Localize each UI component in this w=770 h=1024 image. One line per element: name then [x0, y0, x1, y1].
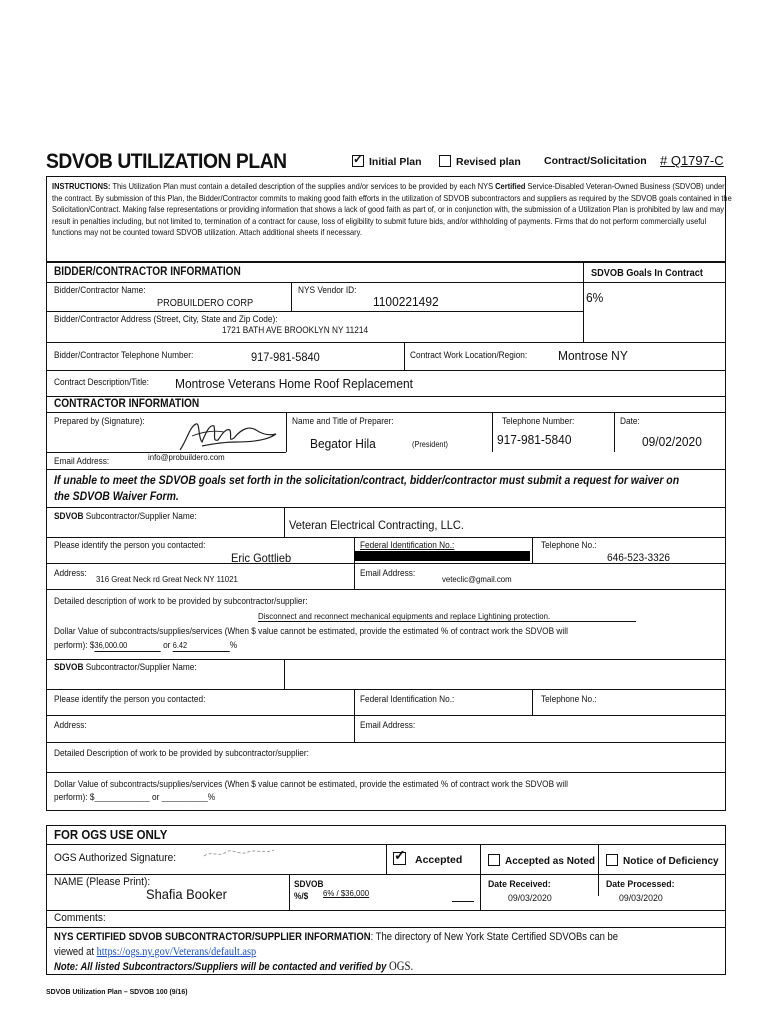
initial-plan-option[interactable]: [352, 152, 422, 168]
contract-number[interactable]: # Q1797-C: [660, 153, 724, 168]
sub1-percent-sign: %: [229, 640, 238, 650]
ogs-sdvob-label: SDVOB: [294, 879, 324, 889]
sub2-fed-id-label: Federal Identification No.:: [360, 694, 455, 704]
ogs-signature[interactable]: [200, 844, 280, 864]
date-received-value[interactable]: 09/03/2020: [508, 893, 552, 904]
sub2-address-label: Address:: [54, 720, 87, 730]
ogs-accepted-checkbox[interactable]: [393, 847, 406, 865]
sub1-contact-label: Please identify the person you contacted:: [54, 540, 206, 550]
date-processed-label: Date Processed:: [606, 879, 675, 890]
sub1-name-value[interactable]: Veteran Electrical Contracting, LLC.: [289, 518, 464, 532]
nys-url-link[interactable]: https://ogs.ny.gov/Veterans/default.asp: [96, 944, 257, 958]
sub1-fed-id-redacted: [354, 551, 530, 561]
ogs-name-label: NAME (Please Print):: [54, 876, 151, 888]
initial-plan-label: Initial Plan: [369, 156, 422, 168]
sub2-email-label: Email Address:: [360, 720, 416, 730]
ogs-deficiency-option[interactable]: [606, 854, 719, 867]
contractor-section-title: CONTRACTOR INFORMATION: [54, 398, 200, 410]
description-value[interactable]: Montrose Veterans Home Roof Replacement: [175, 376, 413, 391]
ogs-accepted-noted-checkbox[interactable]: [488, 854, 500, 866]
preparer-title[interactable]: (President): [412, 440, 448, 449]
sub1-name-label-bold: SDVOB: [54, 511, 84, 521]
form-title: SDVOB UTILIZATION PLAN: [46, 150, 287, 173]
sub1-dollar-label: Dollar Value of subcontracts/supplies/services (When $ value cannot be estimated, provide the estimated % of contract work the SDVOB will: [54, 626, 568, 636]
sub1-dollar-value[interactable]: 36,000.00: [95, 640, 161, 652]
date-value[interactable]: 09/02/2020: [642, 434, 702, 449]
bidder-phone-value[interactable]: 917-981-5840: [251, 350, 320, 364]
ogs-accepted-noted-option[interactable]: [488, 854, 595, 867]
sub1-or-label: or: [163, 640, 171, 650]
nys-viewed-at: viewed at: [54, 946, 94, 958]
contractor-phone-value[interactable]: 917-981-5840: [497, 432, 572, 447]
sub1-email-value[interactable]: veteclic@gmail.com: [442, 574, 512, 584]
email-label: Email Address:: [54, 456, 110, 466]
revised-plan-option[interactable]: [439, 155, 521, 168]
sub2-dollar-label: Dollar Value of subcontracts/supplies/services (When $ value cannot be estimated, provide the estimated % of contract work the SDVOB will: [54, 779, 568, 789]
checkmark-icon: ✓: [353, 152, 364, 166]
instructions-certified: Certified: [495, 181, 526, 191]
date-label: Date:: [620, 416, 640, 426]
ogs-section-title: FOR OGS USE ONLY: [54, 827, 168, 842]
sub2-contact-label: Please identify the person you contacted:: [54, 694, 206, 704]
bidder-address-value[interactable]: 1721 BATH AVE BROOKLYN NY 11214: [222, 325, 369, 335]
instructions-lead: INSTRUCTIONS:: [52, 181, 111, 191]
bidder-section-title: BIDDER/CONTRACTOR INFORMATION: [54, 266, 241, 278]
sub2-name-label: Subcontractor/Supplier Name:: [85, 662, 197, 672]
ogs-sdvob-value[interactable]: 6% / $36,000: [323, 888, 370, 898]
date-processed-value[interactable]: 09/03/2020: [619, 893, 663, 904]
nys-text: : The directory of New York State Certified SDVOBs can be: [370, 931, 619, 943]
instructions-text: [52, 181, 736, 239]
ogs-sdvob-unit: %/$: [294, 891, 309, 901]
sub1-email-label: Email Address:: [360, 568, 416, 578]
ogs-signature-label: OGS Authorized Signature:: [54, 852, 177, 864]
sub1-phone-label: Telephone No.:: [541, 540, 597, 550]
ogs-deficiency-checkbox[interactable]: [606, 854, 618, 866]
instructions-text-1: This Utilization Plan must contain a detailed description of the supplies and/or services to be provided by each NYS: [112, 181, 494, 191]
description-label: Contract Description/Title:: [54, 377, 149, 387]
ogs-accepted-label: Accepted: [415, 854, 463, 866]
nys-note: Note: All listed Subcontractors/Suppliers will be contacted and verified by: [54, 961, 387, 973]
revised-plan-checkbox[interactable]: [439, 155, 451, 167]
preparer-name[interactable]: Begator Hila: [310, 436, 376, 451]
nys-info: [54, 930, 725, 974]
location-label: Contract Work Location/Region:: [410, 350, 528, 360]
bidder-phone-label: Bidder/Contractor Telephone Number:: [54, 350, 194, 360]
sub2-name-label-bold: SDVOB: [54, 662, 84, 672]
ogs-name-value[interactable]: Shafia Booker: [146, 886, 227, 902]
ogs-accepted-noted-label: Accepted as Noted: [505, 856, 596, 867]
sub1-dollar-sign: $: [89, 640, 95, 650]
sub1-work-value[interactable]: Disconnect and reconnect mechanical equipments and replace Lightining protection.: [258, 611, 551, 621]
prepared-by-label: Prepared by (Signature):: [54, 416, 145, 426]
goals-title: SDVOB Goals In Contract: [591, 268, 703, 279]
bidder-address-label: Bidder/Contractor Address (Street, City, State and Zip Code):: [54, 314, 278, 324]
sub1-perform-label: perform):: [54, 640, 88, 650]
initial-plan-checkbox[interactable]: [352, 152, 364, 167]
email-value[interactable]: info@probuildero.com: [148, 452, 225, 462]
sub2-work-label: Detailed Description of work to be provided by subcontractor/supplier:: [54, 748, 309, 758]
nys-heading: NYS CERTIFIED SDVOB SUBCONTRACTOR/SUPPLIER INFORMATION: [54, 931, 371, 943]
location-value[interactable]: Montrose NY: [558, 348, 628, 363]
sub1-phone-value[interactable]: 646-523-3326: [607, 552, 671, 564]
sub1-name-label: Subcontractor/Supplier Name:: [85, 511, 197, 521]
sub1-percent-value[interactable]: 6.42: [173, 640, 230, 652]
preparer-label: Name and Title of Preparer:: [292, 416, 394, 426]
nys-note-end: OGS.: [389, 959, 414, 973]
sub1-work-label: Detailed description of work to be provided by subcontractor/supplier:: [54, 596, 308, 606]
ogs-deficiency-label: Notice of Deficiency: [623, 856, 719, 867]
bidder-name-value[interactable]: PROBUILDERO CORP: [157, 298, 254, 309]
sub1-perform-row: [54, 640, 237, 652]
vendor-id-value[interactable]: 1100221492: [373, 294, 439, 309]
sub1-address-value[interactable]: 316 Great Neck rd Great Neck NY 11021: [96, 574, 238, 584]
sub1-address-label: Address:: [54, 568, 87, 578]
ogs-comments-label: Comments:: [54, 912, 106, 924]
bidder-name-label: Bidder/Contractor Name:: [54, 285, 146, 295]
preparer-signature[interactable]: [172, 412, 284, 456]
goal-value[interactable]: 6%: [586, 290, 604, 305]
sub2-phone-label: Telephone No.:: [541, 694, 597, 704]
sub1-fed-id-label: Federal Identification No.:: [360, 540, 455, 550]
sub1-contact-value[interactable]: Eric Gottlieb: [231, 551, 292, 565]
waiver-notice: If unable to meet the SDVOB goals set forth in the solicitation/contract, bidder/contractor must submit a request for waiver on the SDVOB Waiver Form.: [54, 475, 680, 503]
date-received-label: Date Received:: [488, 879, 551, 890]
ogs-accepted-option[interactable]: [393, 847, 463, 866]
contract-label: Contract/Solicitation: [544, 155, 647, 167]
vendor-id-label: NYS Vendor ID:: [298, 285, 357, 295]
contractor-phone-label: Telephone Number:: [502, 416, 575, 426]
sub2-perform-line[interactable]: perform): $____________ or __________%: [54, 792, 216, 802]
instructions-text-2: Service-Disabled Veteran-Owned Business (SDVOB) under the contract. By submission of this Plan, the Bidder/Contractor commits to making good faith efforts in the utilization of SDVOB subcontractors and suppliers as required by the SDVOB goals contained in the Solicitation/Contract. Making false representations or providing information that shows a lack of good faith as part of, or in conjunction with, the submission of a Utilization Plan is prohibited by law and may result in penalties including, but not limited to, termination of a contract for cause, loss of eligibility to submit future bids, and/or withholding of payments. Firms that do not perform commercially useful functions may not be counted toward SDVOB utilization. Attach additional sheets if necessary.: [52, 181, 732, 238]
footer-form-id: SDVOB Utilization Plan – SDVOB 100 (9/16): [46, 987, 188, 996]
revised-plan-label: Revised plan: [456, 156, 521, 168]
checkmark-icon: ✓: [394, 847, 406, 863]
